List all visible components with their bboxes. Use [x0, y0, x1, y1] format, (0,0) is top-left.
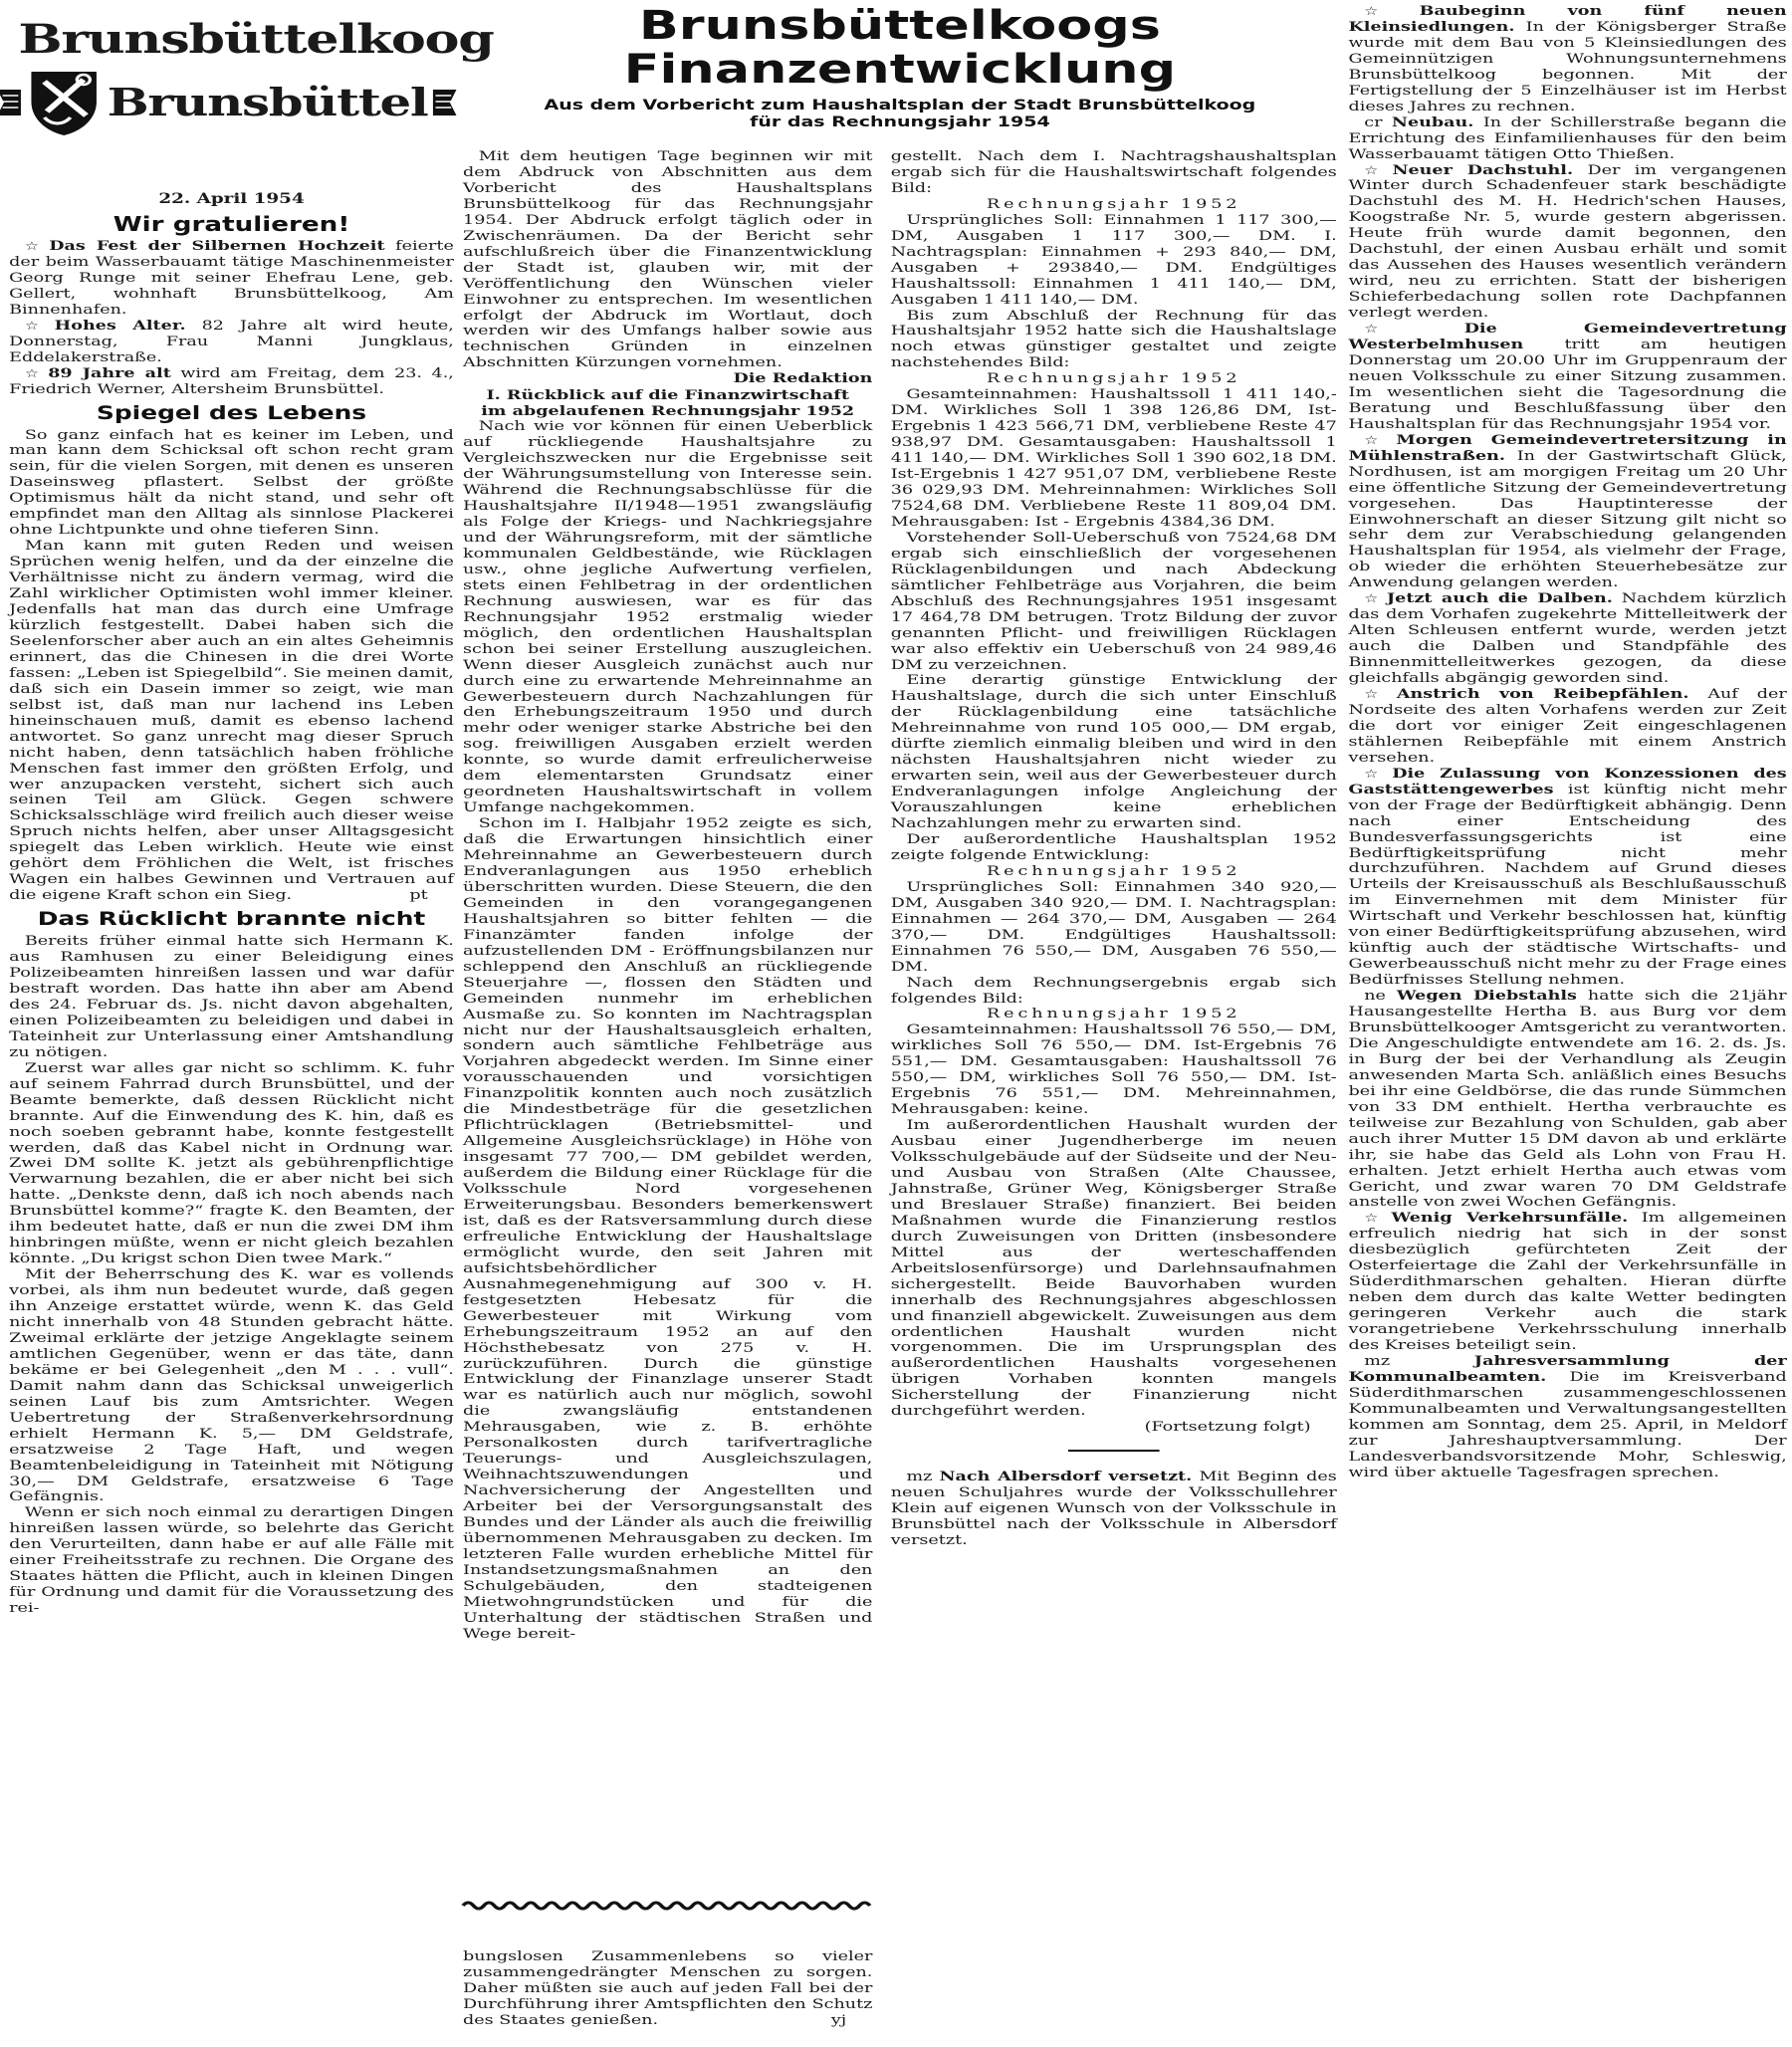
- news-item: ☆ Wenig Verkehrsunfälle. Im allgemeinen erfreulich niedrig hat sich in der sonst diesbezüglich gefürchteten Zeit der Osterfeiertage die Zahl der Verkehrsunfälle in Süderdithmarschen gehalten. Hieran dürfte neben dem durch das kalte Wetter bedingten geringeren Verkehr auch die stark vorangetriebene Verkehrsschulung innerhalb des Kreises beteiligt sein.: [1349, 1211, 1787, 1354]
- list-item: ☆ Hohes Alter. 82 Jahre alt wird heute, Donnerstag, Frau Manni Jungklaus, Eddelakerstraße.: [9, 319, 454, 366]
- continued-note: (Fortsetzung folgt): [1144, 1420, 1311, 1436]
- table-title: Rechnungsjahr 1952: [987, 863, 1241, 879]
- news-item: ☆ Neuer Dachstuhl. Der im vergangenen Winter durch Schadenfeuer stark beschädigte Dachstuhl des M. H. Hedrich'schen Hauses, Koogstraße Nr. 5, wurde gestern abgerissen. Heute früh wurde damit begonnen, den Dachstuhl, der einen Ausbau erhält und somit das Aussehen des Hauses wesentlich verändern wird, neu zu errichten. Statt der bisherigen Schieferbedachung sollen rote Dachpfannen verlegt werden.: [1349, 163, 1787, 323]
- news-item: mz Jahresversammlung der Kommunalbeamten. Die im Kreisverband Süderdithmarschen zusammengeschlossenen Kommunalbeamten und Verwaltungsangestellten kommen am Sonntag, dem 25. April, in Meldorf zur Jahreshauptversammlung. Der Landesverbandsvorsitzende Mohr, Schleswig, wird über aktuelle Tagesfragen sprechen.: [1348, 1353, 1787, 1480]
- short-divider: [1068, 1450, 1160, 1452]
- table-title: Rechnungsjahr 1952: [987, 196, 1241, 212]
- masthead-logo-line2: Brunsbüttel: [107, 80, 428, 125]
- author-initials: pt: [409, 888, 428, 904]
- issue-date: 22. April 1954: [158, 191, 305, 207]
- article-paragraph: Wenn er sich noch einmal zu derartigen Dingen hinreißen lassen würde, so belehrte das Gericht den Verurteilten, dann habe er auf alle Fälle mit einer Freiheitsstrafe zu rechnen. Die Organe des Staates hätten die Pflicht, auch in kleinen Dingen für Ordnung und damit für die Voraussetzung des rei-: [9, 1505, 454, 1617]
- star-icon: [25, 319, 55, 334]
- news-item: ☆ Morgen Gemeindevertretersitzung in Mühlenstraßen. In der Gastwirtschaft Glück, Nordhusen, ist am morgigen Freitag um 20 Uhr eine öffentliche Sitzung der Gemeindevertretung vorgesehen. Das Hauptinteresse der Einwohnerschaft an dieser Sitzung gilt nicht so sehr dem zur Verabschiedung gelangenden Haushaltsplan für 1954, als vielmehr der Frage, ob wieder die erhöhten Steuerhebesätze zur Anwendung gelangen werden.: [1349, 433, 1787, 592]
- banner-right-icon: [433, 86, 457, 119]
- article-paragraph: Schon im I. Halbjahr 1952 zeigte es sich, daß die Erwartungen hinsichtlich einer Mehreinnahme an Gewerbesteuern durch Endveranlagungen aus 1950 erheblich überschritten wurden. Diese Steuern, die den Gemeinden in den vorangegangenen Haushaltsjahren so bitter fehlten — die Finanzämter fanden infolge der aufzustellenden DM - Eröffnungsbilanzen nur schleppend den Anschluß an rückliegende Steuerjahre —, flossen den Städten und Gemeinden nunmehr im erheblichen Ausmaße zu. So konnten im Nachtragsplan nicht nur der Haushaltsausgleich erhalten, sondern auch sämtliche Fehlbeträge aus Vorjahren abgedeckt werden. Im Sinne einer vorausschauenden und vorsichtigen Finanzpolitik konnten auch noch zusätzlich die Mindestbeträge für die gesetzlichen Pflichtrücklagen (Betriebsmittel- und Allgemeine Ausgleichsrücklage) in Höhe von insgesamt 77 700,— DM gebildet werden, außerdem die Bildung einer Rücklage für die Volksschule Nord vorgesehenen Erweiterungsbau. Besonders bemerkenswert ist, daß es der Ratsversammlung durch diese erfreuliche Entwicklung der Haushaltslage ermöglicht wurde, den seit Jahren mit aufsichtsbehördlicher Ausnahmegenehmigung auf 300 v. H. festgesetzten Hebesatz für die Gewerbesteuer mit Wirkung vom Erhebungszeitraum 1952 an auf den Höchsthebesatz von 275 v. H. zurückzuführen. Durch die günstige Entwicklung der Finanzlage unserer Stadt war es natürlich auch nur möglich, sowohl die zwangsläufig entstandenen Mehrausgaben, wie z. B. erhöhte Personalkosten durch tarifvertragliche Teuerungs- und Ausgleichszulagen, Weihnachtszuwendungen und Nachversicherung der Angestellten und Arbeiter bei der Versorgungsanstalt des Bundes und der Länder als auch die freiwillig übernommenen Mehrausgaben zu decken. Im letzteren Falle wurden erhebliche Mittel für Instandsetzungsmaßnahmen an den Schulgebäuden, den stadteigenen Mietwohngrundstücken und für die Unterhaltung der städtischen Straßen und Wege bereit-: [463, 816, 873, 1642]
- masthead: [18, 12, 494, 191]
- news-item: ☆ Anstrich von Reibepfählen. Auf der Nordseite des alten Vorhafens werden zur Zeit die dort vor einiger Zeit eingeschlagenen stählernen Reibepfähle mit einem Anstrich versehen.: [1349, 687, 1787, 767]
- star-icon: [1364, 1211, 1391, 1226]
- wavy-divider: [463, 1900, 872, 1912]
- news-item: ☆ Baubeginn von fünf neuen Kleinsiedlungen. In der Königsberger Straße wurde mit dem Bau von 5 Kleinsiedlungen des Gemeinnützigen Wohnungsunternehmens Brunsbüttelkoog begonnen. Mit der Fertigstellung der 5 Einzelhäuser ist im Herbst dieses Jahres zu rechnen.: [1349, 4, 1787, 115]
- article-paragraph: Im außerordentlichen Haushalt wurden der Ausbau einer Jugendherberge im neuen Volksschulgebäude auf der Südseite und der Neu- und Ausbau von Straßen (Alte Chaussee, Jahnstraße, Grüner Weg, Königsberger Straße und Breslauer Straße) finanziert. Bei beiden Maßnahmen wurde die Finanzierung restlos durch Zuweisungen von Dritten (insbesondere Mittel aus der werteschaffenden Arbeitslosenfürsorge) und Darlehnsaufnahmen sichergestellt. Beide Bauvorhaben wurden innerhalb des Rechnungsjahres abgeschlossen und finanziell abgewickelt. Zuweisungen aus dem ordentlichen Haushalt wurden nicht vorgenommen. Die im Ursprungsplan des außerordentlichen Haushalts vorgesehenen übrigen Vorhaben konnten mangels Sicherstellung der Finanzierung nicht durchgeführt werden.: [890, 1118, 1337, 1420]
- article-paragraph: Nach dem Rechnungsergebnis ergab sich folgendes Bild:: [890, 975, 1337, 1007]
- column-local-news: [9, 189, 454, 2047]
- article-paragraph: Bis zum Abschluß der Rechnung für das Haushaltsjahr 1952 hatte sich die Haushaltslage noch etwas günstiger gestaltet und zeigte nachstehendes Bild:: [890, 308, 1337, 371]
- article-paragraph: Man kann mit guten Reden und weisen Sprüchen wenig helfen, und da der einzelne die Verhältnisse nicht zu ändern vermag, wird die Zahl wirklicher Optimisten wohl immer kleiner. Jedenfalls hat man das durch eine Umfrage kürzlich festgestellt. Dabei haben sich die Seelenforscher aber auch an ein altes Geheimnis erinnert, das die Chinesen in die drei Worte fassen: „Leben ist Spiegelbild“. Sie meinen damit, daß sich ein Dasein immer so zeigt, wie man selbst ist, daß man nur lachend ins Leben hineinschauen muß, damit es ebenso lachend antwortet. So ganz unrecht mag dieser Spruch nicht haben, denn tatsächlich haben fröhliche Menschen fast immer den größten Erfolg, und wer anzupacken versteht, sichert sich auch seinen Teil am Glück. Gegen schwere Schicksalsschläge wird freilich auch dieser weise Spruch nichts helfen, aber unser Alltagsgesicht spiegelt das Leben wirklich. Heute wie einst gehört dem Fröhlichen die Welt, ist frisches Wagen ein halbes Gewinnen und Vertrauen auf die eigene Kraft schon ein Sieg. pt: [9, 539, 454, 904]
- news-item: ☆ Die Gemeindevertretung Westerbelmhusen tritt am heutigen Donnerstag um 20.00 Uhr im Gruppenraum der neuen Volksschule zu einer Sitzung zusammen. Im wesentlichen sieht die Tagesordnung die Beratung und Beschlußfassung über den Haushaltsplan für das Rechnungsjahr 1954 vor.: [1349, 322, 1787, 433]
- star-icon: [25, 239, 49, 254]
- news-item: cr Neubau. In der Schillerstraße begann die Errichtung des Einfamilienhauses für den beim Wasserbauamt tätigen Otto Thießen.: [1348, 114, 1787, 162]
- star-icon: [1364, 591, 1387, 606]
- finance-table: Gesamteinnahmen: Haushaltssoll 1 411 140,- DM. Wirkliches Soll 1 398 126,86 DM, Ist-Ergebnis 1 423 566,71 DM, verbliebene Reste 47 938,97 DM. Gesamtausgaben: Haushaltssoll 1 411 140,— DM. Wirkliches Soll 1 390 602,18 DM. Ist-Ergebnis 1 427 951,07 DM, verbliebene Reste 36 029,93 DM. Mehreinnahmen: Wirkliches Soll 7524,68 DM. Verbliebene Reste 11 809,04 DM. Mehrausgaben: Ist - Ergebnis 4384,36 DM.: [890, 387, 1337, 530]
- feature-header: [459, 4, 1341, 143]
- news-item: mz Nach Albersdorf versetzt. Mit Beginn des neuen Schuljahres wurde der Volksschullehrer Klein auf eigenen Wunsch von der Volksschule in Brunsbüttel nach der Volksschule in Albersdorf versetzt.: [890, 1469, 1337, 1549]
- article-paragraph: So ganz einfach hat es keiner im Leben, und man kann dem Schicksal oft schon recht gram sein, für die vielen Sorgen, mit denen es unseren Daseinsweg pflastert. Selbst der größte Optimismus hält da nicht stand, und sehr oft empfindet man den Alltag als sinnlose Plackerei ohne Lichtpunkte und ohne tieferen Sinn.: [9, 427, 454, 539]
- table-title: Rechnungsjahr 1952: [987, 1007, 1241, 1023]
- heading-ruecklicht: Das Rücklicht brannte nicht: [37, 908, 426, 931]
- subheadline: Aus dem Vorbericht zum Haushaltsplan der Stadt Brunsbüttelkoog für das Rechnungsjahr 1954: [544, 98, 1256, 130]
- section-heading: I. Rückblick auf die Finanzwirtschaft im abgelaufenen Rechnungsjahr 1952: [481, 387, 855, 420]
- masthead-logo-line1: Brunsbüttelkoog: [18, 16, 494, 63]
- heading-wir-gratulieren: Wir gratulieren!: [112, 212, 350, 236]
- author-initials: yj: [830, 2012, 847, 2028]
- article-paragraph: Vorstehender Soll-Ueberschuß von 7524,68 DM ergab sich einschließlich der vorgesehenen Rücklagenbildungen und nach Abdeckung sämtlicher Fehlbeträge aus Vorjahren, die beim Abschluß des Rechnungsjahres 1951 insgesamt 17 464,78 DM betrugen. Trotz Bildung der zuvor genannten Pflicht- und freiwilligen Rücklagen war also effektiv ein Ueberschuß von 24 989,46 DM zu verzeichnen.: [890, 530, 1337, 673]
- column-brief-news: [1349, 4, 1787, 1796]
- article-paragraph: Zuerst war alles gar nicht so schlimm. K. fuhr auf seinem Fahrrad durch Brunsbüttel, und der Beamte bemerkte, daß dessen Rücklicht nicht brannte. Auf die Einwendung des K. hin, daß es noch soeben gebrannt habe, konnte festgestellt werden, daß das Kabel nicht in Ordnung war. Zwei DM sollte K. jetzt als gebührenpflichtige Verwarnung bezahlen, die er aber nicht bei sich hatte. „Denkste denn, daß ich noch abends nach Brunsbüttel komme?“ fragte K. den Beamten, der ihm bedeutet hatte, daß er nun die zwei DM ihm hinbringen müßte, wenn er nicht gleich bezahlen könnte. „Du krigst schon Dien twee Mark.“: [9, 1060, 454, 1267]
- article-paragraph: Mit der Beherrschung des K. war es vollends vorbei, als ihm nun bedeutet wurde, daß gegen ihn Anzeige erstattet würde, wenn K. das Geld nicht innerhalb von 48 Stunden gebracht hätte. Zweimal erklärte der jetzige Angeklagte seinem amtlichen Gegenüber, wenn er das täte, dann bekäme er bei Gelegenheit „den M . . . vull“. Damit nahm dann das Schicksal unweigerlich seinen Lauf bis zum Amtsrichter. Wegen Uebertretung der Straßenverkehrsordnung erhielt Hermann K. 5,— DM Geldstrafe, ersatzweise 2 Tage Haft, und wegen Beamtenbeleidigung in Tateinheit mit Nötigung 30,— DM Geldstrafe, ersatzweise 6 Tage Gefängnis.: [9, 1267, 454, 1505]
- list-item: ☆ Das Fest der Silbernen Hochzeit feierte der beim Wasserbauamt tätige Maschinenmeister Georg Runge mit seiner Ehefrau Lene, geb. Gellert, wohnhaft Brunsbüttelkoog, Am Binnenhafen.: [9, 239, 454, 319]
- column-feature-2: [891, 149, 1337, 2047]
- list-item: ☆ 89 Jahre alt wird am Freitag, dem 23. 4., Friedrich Werner, Altersheim Brunsbüttel.: [9, 366, 454, 398]
- continuation-block: bungslosen Zusammenlebens so vieler zusammengedrängter Menschen zu sorgen. Daher müßten sie auch auf jeden Fall bei der Durchführung ihrer Amtspflichten den Schutz des Staates genießen. yj: [463, 1949, 873, 2028]
- headline: Brunsbüttelkoogs Finanzentwicklung: [623, 3, 1177, 93]
- article-paragraph: Bereits früher einmal hatte sich Hermann K. aus Ramhusen zu einer Beleidigung eines Polizeibeamten hinreißen lassen und war dafür bestraft worden. Das hatte ihn aber am Abend des 24. Februar ds. Js. nicht davon abgehalten, einen Polizeibeamten zu beleidigen und dabei in Tateinheit zur Unterlassung einer Amtshandlung zu nötigen.: [9, 934, 454, 1060]
- column-feature-1: [463, 149, 872, 2047]
- news-item: ☆ Jetzt auch die Dalben. Nachdem kürzlich das dem Vorhafen zugekehrte Mittelleitwerk der Alten Schleusen entfernt wurde, werden jetzt auch die Dalben und Standpfähle des Binnenmittelleitwerkes gezogen, da diese gleichfalls abgängig geworden sind.: [1349, 591, 1787, 687]
- intro-paragraph: Mit dem heutigen Tage beginnen wir mit dem Abdruck von Abschnitten aus dem Vorbericht des Haushaltsplans Brunsbüttelkoog für das Rechnungsjahr 1954. Der Abdruck erfolgt täglich oder in Zwischenräumen. Da der Bericht sehr aufschlußreich über die Finanzentwicklung der Stadt ist, glauben wir, mit der Veröffentlichung den Wünschen vieler Einwohner zu entsprechen. Im wesentlichen erfolgt der Abdruck im Wortlaut, doch werden wir des Umfangs halber sowie aus technischen Gründen in einzelnen Abschnitten Kürzungen vornehmen. Die Redaktion: [463, 149, 873, 387]
- news-item: ☆ Die Zulassung von Konzessionen des Gaststättengewerbes ist künftig nicht mehr von der Frage der Bedürftigkeit abhängig. Denn nach einer Entscheidung des Bundesverfassungsgerichts ist eine Bedürftigkeitsprüfung nicht mehr durchzuführen. Nachdem auf Grund dieses Urteils der Kreisausschuß als Beschlußausschuß im Einvernehmen mit dem Minister für Wirtschaft und Verkehr beschlossen hat, künftig von einer Bedürftigkeitsprüfung abzusehen, wird künftig auch der städtische Wirtschafts- und Gewerbeausschuß nicht mehr zu der Frage eines Bedürfnisses Stellung nehmen.: [1349, 767, 1787, 989]
- article-paragraph: Eine derartig günstige Entwicklung der Haushaltslage, durch die sich unter Einschluß der Rücklagenbildung eine tatsächliche Mehreinnahme von rund 105 000,— DM ergab, dürfte ziemlich einmalig bleiben und wird in den nächsten Haushaltsjahren nicht wieder zu erwarten sein, weil aus der Gewerbesteuer durch Endveranlagungen infolge Angleichung der Vorauszahlungen keine erheblichen Nachzahlungen mehr zu erwarten sind.: [890, 673, 1337, 832]
- star-icon: [1364, 433, 1396, 448]
- finance-table: Ursprüngliches Soll: Einnahmen 340 920,— DM, Ausgaben 340 920,— DM. I. Nachtragsplan: Einnahmen — 264 370,— DM, Ausgaben — 264 370,— DM. Endgültiges Haushaltssoll: Einnahmen 76 550,— DM, Ausgaben 76 550,— DM.: [890, 879, 1337, 975]
- star-icon: [1364, 4, 1419, 19]
- news-item: ne Wegen Diebstahls hatte sich die 21jähr Hausangestellte Hertha B. aus Burg vor dem Brunsbüttelkooger Amtsgericht zu verantworten. Die Angeschuldigte entwendete am 16. 2. ds. Js. in Burg der bei der Verhandlung als Zeugin anwesenden Marta Sch. anläßlich eines Besuchs bei ihr eine Geldbörse, die das runde Sümmchen von 33 DM enthielt. Hertha verbrauchte es teilweise zur Bezahlung von Schulden, gab aber auch ihrer Mutter 15 DM davon ab und erklärte ihr, sie habe das Geld als Lohn von Frau H. erhalten. Jetzt erhielt Hertha auch etwas vom Gericht, und zwar waren 70 DM Geldstrafe anstelle von zwei Wochen Gefängnis.: [1348, 988, 1787, 1211]
- article-paragraph: Der außerordentliche Haushaltsplan 1952 zeigte folgende Entwicklung:: [890, 831, 1337, 863]
- heading-spiegel-des-lebens: Spiegel des Lebens: [96, 401, 367, 424]
- table-title: Rechnungsjahr 1952: [987, 371, 1241, 387]
- star-icon: [25, 366, 48, 381]
- finance-table: Ursprüngliches Soll: Einnahmen 1 117 300,— DM, Ausgaben 1 117 300,— DM. I. Nachtragsplan: Einnahmen + 293 840,— DM, Ausgaben + 293840,— DM. Endgültiges Haushaltssoll: Einnahmen 1 411 140,— DM, Ausgaben 1 411 140,— DM.: [890, 212, 1337, 308]
- star-icon: [1364, 163, 1392, 178]
- article-paragraph: gestellt. Nach dem I. Nachtragshaushaltsplan ergab sich für die Haushaltswirtschaft folgendes Bild:: [890, 149, 1337, 196]
- editor-signature: Die Redaktion: [733, 370, 873, 387]
- article-paragraph: Nach wie vor können für einen Ueberblick auf rückliegende Haushaltsjahre zu Vergleichszwecken nur die Ergebnisse seit der Währungsumstellung von Interesse sein. Während die Rechnungsabschlüsse für die Haushaltsjahre II/1948—1951 zwangsläufig als Folge der Kriegs- und Nachkriegsjahre und der Währungsreform, mit der sämtliche kommunalen Geldbestände, wie Rücklagen usw., ohne jegliche Aufwertung verfielen, stets einen Fehlbetrag in der ordentlichen Rechnung auswiesen, war es für das Rechnungsjahr 1952 erstmalig wieder möglich, den ordentlichen Haushaltsplan schon bei seiner Erstellung auszugleichen. Wenn dieser Ausgleich zunächst auch nur durch eine zu erwartende Mehreinnahme an Gewerbesteuern durch Nachzahlungen für den Erhebungszeitraum 1950 und durch mehr oder weniger starke Abstriche bei den sog. freiwilligen Ausgaben erzielt werden konnte, so wurde damit erfreulicherweise dem elementarsten Grundsatz einer geordneten Haushaltswirtschaft in vollem Umfange nachgekommen.: [463, 419, 873, 816]
- star-icon: [1364, 687, 1397, 702]
- finance-table: Gesamteinnahmen: Haushaltssoll 76 550,— DM, wirkliches Soll 76 550,— DM. Ist-Ergebnis 76 551,— DM. Gesamtausgaben: Haushaltssoll 76 550,— DM, wirkliches Soll 76 550,— DM. Ist-Ergebnis 76 551,— DM. Mehreinnahmen, Mehrausgaben: keine.: [890, 1023, 1337, 1118]
- star-icon: [1364, 767, 1392, 782]
- coat-of-arms-icon: [26, 68, 102, 137]
- banner-left-icon: [0, 86, 21, 119]
- star-icon: [1364, 322, 1463, 337]
